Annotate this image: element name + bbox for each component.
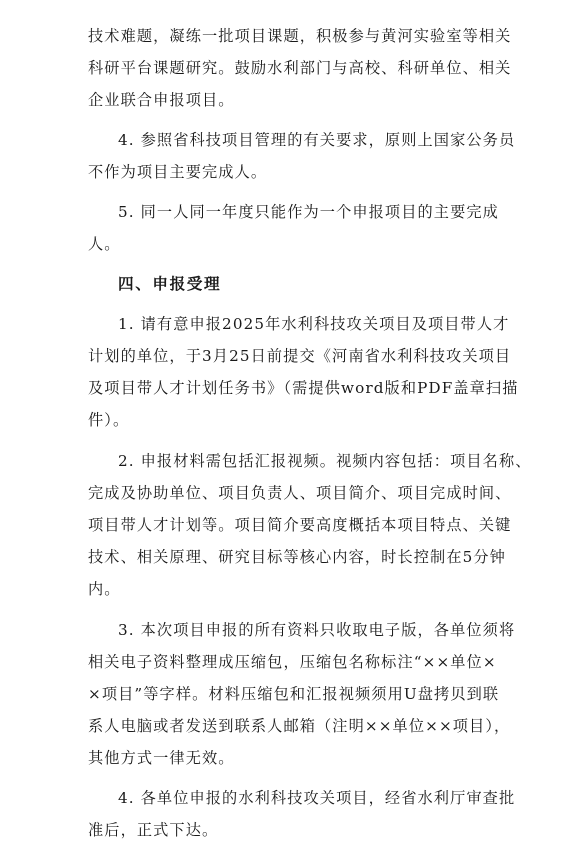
paragraph-line: 技术难题，凝练一批项目课题，积极参与黄河实验室等相关	[88, 27, 512, 45]
paragraph-line: 人。	[88, 235, 121, 253]
item-3-line: 3. 本次项目申报的所有资料只收取电子版，各单位须将	[118, 621, 516, 639]
item-2-line: 2. 申报材料需包括汇报视频。视频内容包括：项目名称、	[118, 452, 532, 470]
paragraph-line: 计划的单位，于3月25日前提交《河南省水利科技攻关项目	[88, 347, 512, 365]
paragraph-line: 系人电脑或者发送到联系人邮箱（注明××单位××项目），	[88, 717, 511, 735]
item-1-line: 1. 请有意申报2025年水利科技攻关项目及项目带人才	[118, 315, 510, 333]
paragraph-line: 其他方式一律无效。	[88, 749, 235, 767]
section-heading: 四、申报受理	[118, 275, 222, 293]
paragraph-line: 项目带人才计划等。项目简介要高度概括本项目特点、关键	[88, 516, 512, 534]
item-4-line: 4. 各单位申报的水利科技攻关项目，经省水利厅审查批	[118, 789, 516, 807]
paragraph-line: 及项目带人才计划任务书》（需提供word版和PDF盖章扫描	[88, 379, 519, 397]
paragraph-line: 相关电子资料整理成压缩包，压缩包名称标注“××单位×	[88, 653, 497, 671]
paragraph-line: 完成及协助单位、项目负责人、项目简介、项目完成时间、	[88, 484, 512, 502]
item-4-line: 4. 参照省科技项目管理的有关要求，原则上国家公务员	[118, 131, 516, 149]
paragraph-line: 企业联合申报项目。	[88, 91, 235, 109]
paragraph-line: 科研平台课题研究。鼓励水利部门与高校、科研单位、相关	[88, 59, 512, 77]
paragraph-line: 技术、相关原理、研究目标等核心内容，时长控制在5分钟	[88, 548, 506, 566]
paragraph-line: 不作为项目主要完成人。	[88, 163, 268, 181]
item-5-line: 5. 同一人同一年度只能作为一个申报项目的主要完成	[118, 203, 499, 221]
paragraph-line: 件）。	[88, 411, 130, 429]
paragraph-line: 内。	[88, 580, 121, 598]
paragraph-line: 准后，正式下达。	[88, 821, 219, 839]
paragraph-line: ×项目”等字样。材料压缩包和汇报视频须用U盘拷贝到联	[88, 685, 500, 703]
